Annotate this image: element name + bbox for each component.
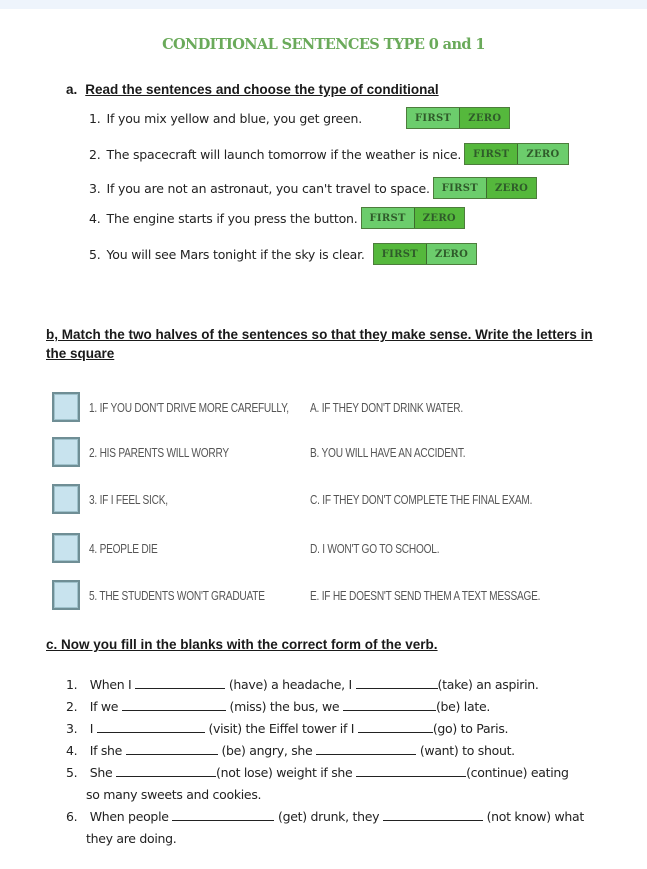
blank-input[interactable] [172,809,274,821]
fill-text: (not know) what [486,809,584,824]
item-number: 1. [89,110,101,126]
section-a-item-5 [89,242,477,266]
item-text: If you mix yellow and blue, you get green. [106,110,363,126]
item-number: 6. [66,809,78,824]
match-left-text: 1. IF YOU DON'T DRIVE MORE CAREFULLY, [89,399,289,415]
match-right-text: A. IF THEY DON'T DRINK WATER. [310,399,463,415]
section-a-item-4 [89,206,465,230]
blank-input[interactable] [126,743,218,755]
fill-text: When people [89,809,169,824]
fill-text: (continue) eating [466,765,569,780]
match-left-text: 5. THE STUDENTS WON'T GRADUATE [89,587,265,603]
match-left-text: 2. HIS PARENTS WILL WORRY [89,444,229,460]
fill-text: When I [89,677,132,692]
fill-text: (be) angry, she [221,743,313,758]
fill-text: (miss) the bus, we [229,699,340,714]
fill-item-5 [66,765,569,780]
item-number: 5. [89,246,101,262]
fill-text: (get) drunk, they [278,809,380,824]
section-a-heading [66,82,439,97]
blank-input[interactable] [316,743,416,755]
zero-button[interactable]: ZERO [426,244,476,264]
fill-text: (be) late. [435,699,491,714]
fill-item-3 [66,721,508,736]
blank-input[interactable] [122,699,226,711]
item-number: 2. [66,699,78,714]
item-number: 5. [66,765,78,780]
first-button[interactable]: FIRST [407,108,459,128]
zero-button[interactable]: ZERO [459,108,509,128]
section-b-heading: b, Match the two halves of the sentences so that they make sense. Write the letters in the square [46,327,593,361]
worksheet-title: CONDITIONAL SENTENCES TYPE 0 and 1 [162,36,485,53]
item-text: If you are not an astronaut, you can't travel to space. [106,180,430,196]
fill-item-6 [66,809,584,824]
section-c-heading: c. Now you fill in the blanks with the correct form of the verb. [46,637,438,652]
section-a-label: a. [66,82,78,97]
fill-text: (go) to Paris. [432,721,509,736]
answer-square[interactable] [52,392,80,422]
item-text: The engine starts if you press the button. [106,210,358,226]
zero-button[interactable]: ZERO [414,208,464,228]
section-a-heading-text: Read the sentences and choose the type of conditional [85,82,439,97]
answer-square[interactable] [52,533,80,563]
answer-square[interactable] [52,484,80,514]
item-text: You will see Mars tonight if the sky is clear. [106,246,365,262]
choice-group [406,107,510,129]
match-right-text: E. IF HE DOESN'T SEND THEM A TEXT MESSAGE. [310,587,541,603]
choice-group [361,207,465,229]
item-number: 1. [66,677,78,692]
fill-item-4 [66,743,515,758]
blank-input[interactable] [358,721,433,733]
item-number: 3. [89,180,101,196]
first-button[interactable]: FIRST [374,244,426,264]
fill-text: If we [89,699,119,714]
blank-input[interactable] [135,677,225,689]
fill-text: (take) an aspirin. [437,677,539,692]
match-row-5 [52,579,541,611]
item-number: 2. [89,146,101,162]
section-a-item-1 [89,106,510,130]
blank-input[interactable] [383,809,483,821]
first-button[interactable]: FIRST [434,178,486,198]
fill-item-1 [66,677,539,692]
fill-text: (visit) the Eiffel tower if I [208,721,355,736]
fill-text: If she [89,743,123,758]
answer-square[interactable] [52,437,80,467]
match-right-text: B. YOU WILL HAVE AN ACCIDENT. [310,444,466,460]
item-text: The spacecraft will launch tomorrow if the weather is nice. [106,146,462,162]
match-row-1 [52,391,463,423]
first-button[interactable]: FIRST [362,208,414,228]
section-a-item-3 [89,176,537,200]
item-number: 4. [66,743,78,758]
blank-input[interactable] [97,721,205,733]
choice-group [373,243,477,265]
match-row-4 [52,532,440,564]
choice-group [464,143,568,165]
fill-text: (have) a headache, I [228,677,352,692]
match-left-text: 4. PEOPLE DIE [89,540,158,556]
fill-text: (want) to shout. [419,743,515,758]
match-row-2 [52,436,466,468]
choice-group [433,177,537,199]
top-bar [0,0,647,9]
blank-input[interactable] [343,699,436,711]
fill-item-2 [66,699,490,714]
fill-text: I [89,721,94,736]
zero-button[interactable]: ZERO [486,178,536,198]
fill-text: She [89,765,113,780]
blank-input[interactable] [356,677,438,689]
section-a-item-2 [89,142,569,166]
answer-square[interactable] [52,580,80,610]
fill-item-5-continued: so many sweets and cookies. [86,787,262,802]
item-number: 4. [89,210,101,226]
first-button[interactable]: FIRST [465,144,517,164]
blank-input[interactable] [116,765,216,777]
blank-input[interactable] [356,765,466,777]
item-number: 3. [66,721,78,736]
match-right-text: C. IF THEY DON'T COMPLETE THE FINAL EXAM. [310,491,533,507]
zero-button[interactable]: ZERO [517,144,567,164]
match-row-3 [52,483,533,515]
fill-text: (not lose) weight if she [216,765,353,780]
match-left-text: 3. IF I FEEL SICK, [89,491,168,507]
match-right-text: D. I WON'T GO TO SCHOOL. [310,540,440,556]
fill-item-6-continued: they are doing. [86,831,177,846]
